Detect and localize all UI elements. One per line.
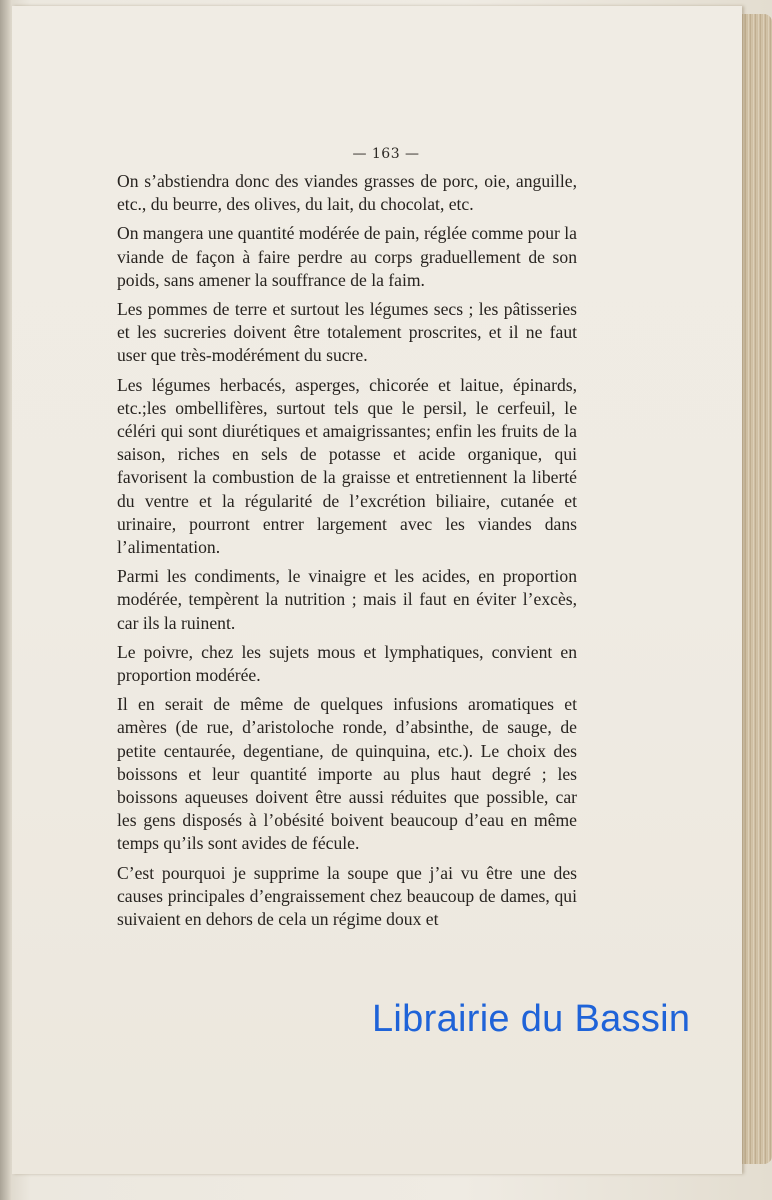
paragraph-8: C’est pourquoi je supprime la soupe que j’ai vu être une des causes principales d’engraissement chez beaucoup de dames, qui suivaient en dehors de cela un régime doux et xyxy=(117,862,577,930)
paragraph-6: Le poivre, chez les sujets mous et lymphatiques, convient en proportion modérée. xyxy=(117,641,577,686)
paragraph-1: On s’abstiendra donc des viandes grasses de porc, oie, anguille, etc., du beurre, des olives, du lait, du chocolat, etc. xyxy=(117,171,577,215)
paragraph-7: Il en serait de même de quelques infusions aromatiques et amères (de rue, d’aristoloche ronde, d’absinthe, de sauge, de petite centaurée, degentiane, de quinquina, etc.). Le choix des boissons et leur quantité importe au plus haut degré ; les boissons aqueuses doivent être aussi réduites que possible, car les gens disposés à l’obésité boivent beaucoup d’eau en même temps qu’ils sont avides de fécule. xyxy=(117,694,577,854)
page-number: — 163 — xyxy=(352,146,420,162)
book-spine-shadow xyxy=(0,0,12,1200)
paragraph-4: Les légumes herbacés, asperges, chicorée et laitue, épinards, etc.;les ombellifères, surtout tels que le persil, le cerfeuil, le céléri qui sont diurétiques et amaigrissantes; enfin les fruits de la saison, riches en sels de potasse et acide organique, qui favorisent la combustion de la graisse et entretiennent la liberté du ventre et la régularité de l’excrétion biliaire, cutanée et urinaire, pourront entrer largement avec les viandes dans l’alimentation. xyxy=(117,374,577,558)
watermark: Librairie du Bassin xyxy=(372,998,691,1040)
paragraph-5: Parmi les condiments, le vinaigre et les acides, en proportion modérée, tempèrent la nutrition ; mais il faut en éviter l’excès, car ils la ruinent. xyxy=(117,566,577,633)
paragraph-2: On mangera une quantité modérée de pain, réglée comme pour la viande de façon à faire perdre au corps graduellement de son poids, sans amener la souffrance de la faim. xyxy=(117,223,577,290)
paragraph-3: Les pommes de terre et surtout les légumes secs ; les pâtisseries et les sucreries doivent être totalement proscrites, et il ne faut user que très-modérément du sucre. xyxy=(117,299,577,366)
body-text xyxy=(117,170,577,937)
